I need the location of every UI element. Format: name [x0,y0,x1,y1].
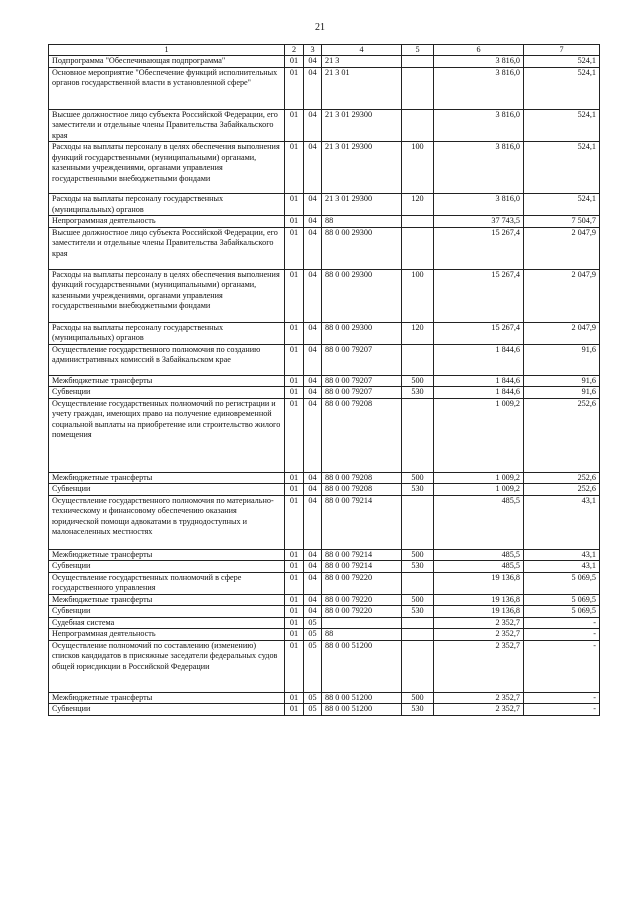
cell-sum2: - [524,704,600,716]
cell-csr: 21 3 01 [322,67,402,109]
table-row [49,549,600,561]
cell-sum2: - [524,640,600,692]
cell-rz: 01 [285,142,304,194]
cell-vr [402,617,434,629]
cell-sum2: 5 069,5 [524,572,600,594]
cell-rz: 01 [285,227,304,269]
cell-rz: 01 [285,606,304,618]
cell-sum2: 252,6 [524,472,600,484]
cell-pr: 04 [304,495,322,549]
cell-name: Межбюджетные трансферты [49,549,285,561]
table-row [49,472,600,484]
cell-csr [322,617,402,629]
cell-sum2: 2 047,9 [524,269,600,322]
cell-name: Расходы на выплаты персоналу в целях обеспечения выполнения функций государственными (муниципальными) органами, казенными учреждениями, органами управления государственными внебюджетными фондами [49,269,285,322]
table-row [49,194,600,216]
cell-rz: 01 [285,572,304,594]
cell-csr: 21 3 [322,56,402,68]
cell-pr: 04 [304,269,322,322]
column-header: 3 [304,45,322,56]
cell-rz: 01 [285,549,304,561]
cell-pr: 04 [304,387,322,399]
cell-sum1: 485,5 [434,495,524,549]
cell-sum2: 524,1 [524,142,600,194]
cell-sum2: 5 069,5 [524,594,600,606]
cell-sum1: 485,5 [434,561,524,573]
column-header: 7 [524,45,600,56]
table-row [49,216,600,228]
cell-pr: 04 [304,561,322,573]
cell-sum1: 2 352,7 [434,629,524,641]
cell-name: Расходы на выплаты персоналу в целях обеспечения выполнения функций государственными (муниципальными) органами, казенными учреждениями, органами управления государственными внебюджетными фондами [49,142,285,194]
cell-name: Расходы на выплаты персоналу государственных (муниципальных) органов [49,322,285,344]
table-row [49,629,600,641]
cell-vr [402,56,434,68]
cell-vr: 530 [402,387,434,399]
table-row [49,322,600,344]
cell-sum1: 19 136,8 [434,606,524,618]
cell-pr: 04 [304,142,322,194]
cell-sum2: 7 504,7 [524,216,600,228]
cell-name: Субвенции [49,704,285,716]
cell-vr [402,495,434,549]
cell-vr [402,640,434,692]
cell-pr: 04 [304,322,322,344]
cell-csr: 88 0 00 79214 [322,495,402,549]
cell-rz: 01 [285,640,304,692]
cell-name: Межбюджетные трансферты [49,692,285,704]
cell-pr: 04 [304,56,322,68]
cell-vr: 530 [402,484,434,496]
cell-sum1: 19 136,8 [434,594,524,606]
cell-csr: 88 0 00 79220 [322,572,402,594]
table-row [49,617,600,629]
cell-rz: 01 [285,109,304,142]
cell-sum2: 524,1 [524,194,600,216]
cell-sum1: 2 352,7 [434,704,524,716]
cell-csr: 88 0 00 79207 [322,387,402,399]
cell-csr: 88 [322,629,402,641]
cell-sum2: 91,6 [524,344,600,375]
table-row [49,640,600,692]
cell-pr: 04 [304,398,322,472]
cell-name: Высшее должностное лицо субъекта Российской Федерации, его заместители и отдельные члены Правительства Забайкальского края [49,227,285,269]
cell-vr [402,572,434,594]
table-row [49,142,600,194]
cell-pr: 05 [304,692,322,704]
cell-rz: 01 [285,398,304,472]
cell-rz: 01 [285,375,304,387]
cell-sum1: 15 267,4 [434,227,524,269]
cell-pr: 04 [304,194,322,216]
cell-pr: 04 [304,109,322,142]
cell-sum1: 3 816,0 [434,67,524,109]
cell-sum2: 2 047,9 [524,227,600,269]
table-row [49,594,600,606]
cell-csr: 21 3 01 29300 [322,194,402,216]
cell-csr: 88 0 00 29300 [322,227,402,269]
cell-sum1: 3 816,0 [434,109,524,142]
cell-name: Осуществление полномочий по составлению (изменению) списков кандидатов в присяжные заседатели федеральных судов общей юрисдикции в Российской Федерации [49,640,285,692]
page-number: 21 [315,22,325,33]
cell-name: Субвенции [49,606,285,618]
cell-csr: 88 0 00 79208 [322,484,402,496]
cell-sum1: 2 352,7 [434,692,524,704]
cell-sum2: 43,1 [524,549,600,561]
cell-name: Межбюджетные трансферты [49,472,285,484]
cell-vr: 120 [402,322,434,344]
cell-vr [402,398,434,472]
cell-csr: 88 0 00 29300 [322,322,402,344]
cell-name: Субвенции [49,484,285,496]
cell-sum2: 524,1 [524,109,600,142]
table-row [49,561,600,573]
cell-sum2: 91,6 [524,375,600,387]
cell-pr: 04 [304,375,322,387]
cell-vr: 530 [402,561,434,573]
table-row [49,398,600,472]
cell-csr: 88 0 00 29300 [322,269,402,322]
table-row [49,375,600,387]
cell-vr [402,227,434,269]
cell-csr: 88 [322,216,402,228]
cell-name: Высшее должностное лицо субъекта Российской Федерации, его заместители и отдельные члены Правительства Забайкальского края [49,109,285,142]
budget-table [48,44,600,716]
cell-csr: 21 3 01 29300 [322,142,402,194]
cell-sum2: - [524,629,600,641]
cell-rz: 01 [285,269,304,322]
table-row [49,387,600,399]
cell-pr: 04 [304,594,322,606]
cell-vr: 500 [402,472,434,484]
cell-csr: 88 0 00 51200 [322,692,402,704]
cell-sum2: 2 047,9 [524,322,600,344]
cell-sum2: 252,6 [524,484,600,496]
cell-pr: 05 [304,640,322,692]
cell-vr [402,109,434,142]
cell-sum2: 524,1 [524,56,600,68]
cell-rz: 01 [285,216,304,228]
cell-sum1: 3 816,0 [434,56,524,68]
cell-sum1: 1 009,2 [434,398,524,472]
cell-name: Расходы на выплаты персоналу государственных (муниципальных) органов [49,194,285,216]
cell-sum2: - [524,692,600,704]
column-header: 4 [322,45,402,56]
cell-name: Субвенции [49,387,285,399]
table-row [49,692,600,704]
cell-vr: 500 [402,692,434,704]
column-header: 5 [402,45,434,56]
cell-pr: 04 [304,344,322,375]
cell-sum1: 3 816,0 [434,142,524,194]
cell-csr: 88 0 00 79220 [322,594,402,606]
cell-pr: 05 [304,617,322,629]
cell-name: Межбюджетные трансферты [49,375,285,387]
cell-csr: 88 0 00 51200 [322,640,402,692]
cell-sum1: 1 844,6 [434,375,524,387]
cell-pr: 04 [304,472,322,484]
cell-rz: 01 [285,56,304,68]
cell-name: Непрограммная деятельность [49,216,285,228]
cell-rz: 01 [285,692,304,704]
cell-csr: 88 0 00 79207 [322,375,402,387]
cell-pr: 04 [304,549,322,561]
cell-rz: 01 [285,594,304,606]
cell-csr: 88 0 00 79214 [322,549,402,561]
table-row [49,109,600,142]
cell-rz: 01 [285,561,304,573]
cell-name: Судебная система [49,617,285,629]
cell-csr: 88 0 00 79208 [322,398,402,472]
cell-name: Основное мероприятие "Обеспечение функций исполнительных органов государственной власти в установленной сфере" [49,67,285,109]
cell-name: Осуществление государственного полномочия по созданию административных комиссий в Забайкальском крае [49,344,285,375]
cell-rz: 01 [285,495,304,549]
cell-vr: 530 [402,606,434,618]
table-row [49,572,600,594]
column-header: 2 [285,45,304,56]
cell-pr: 04 [304,67,322,109]
cell-sum1: 15 267,4 [434,322,524,344]
cell-pr: 04 [304,484,322,496]
table-body [49,56,600,716]
cell-csr: 88 0 00 51200 [322,704,402,716]
cell-sum2: 252,6 [524,398,600,472]
cell-rz: 01 [285,617,304,629]
cell-name: Подпрограмма "Обеспечивающая подпрограмма" [49,56,285,68]
table-row [49,344,600,375]
cell-sum1: 1 009,2 [434,484,524,496]
cell-rz: 01 [285,629,304,641]
cell-vr: 500 [402,594,434,606]
cell-sum2: 91,6 [524,387,600,399]
cell-vr [402,629,434,641]
table-header-row [49,45,600,56]
cell-rz: 01 [285,387,304,399]
cell-sum2: 524,1 [524,67,600,109]
cell-sum1: 37 743,5 [434,216,524,228]
cell-csr: 21 3 01 29300 [322,109,402,142]
cell-vr: 120 [402,194,434,216]
cell-sum2: - [524,617,600,629]
cell-sum1: 1 009,2 [434,472,524,484]
cell-rz: 01 [285,344,304,375]
cell-rz: 01 [285,322,304,344]
cell-rz: 01 [285,194,304,216]
table-row [49,484,600,496]
table-row [49,704,600,716]
cell-pr: 04 [304,216,322,228]
cell-sum2: 43,1 [524,561,600,573]
cell-name: Осуществление государственных полномочий в сфере государственного управления [49,572,285,594]
cell-name: Осуществление государственного полномочия по материально-техническому и финансовому обеспечению оказания юридической помощи адвокатами в труднодоступных и малонаселенных местностях [49,495,285,549]
cell-vr: 500 [402,549,434,561]
table-row [49,495,600,549]
table-row [49,67,600,109]
cell-csr: 88 0 00 79220 [322,606,402,618]
cell-vr [402,216,434,228]
cell-sum1: 15 267,4 [434,269,524,322]
cell-vr: 100 [402,142,434,194]
cell-sum1: 19 136,8 [434,572,524,594]
cell-sum2: 5 069,5 [524,606,600,618]
cell-csr: 88 0 00 79208 [322,472,402,484]
table-row [49,56,600,68]
cell-name: Субвенции [49,561,285,573]
cell-vr: 500 [402,375,434,387]
table-row [49,227,600,269]
table-row [49,606,600,618]
table-row [49,269,600,322]
cell-sum1: 1 844,6 [434,344,524,375]
cell-csr: 88 0 00 79207 [322,344,402,375]
cell-name: Межбюджетные трансферты [49,594,285,606]
cell-csr: 88 0 00 79214 [322,561,402,573]
cell-pr: 04 [304,227,322,269]
cell-vr: 530 [402,704,434,716]
cell-sum1: 2 352,7 [434,617,524,629]
cell-pr: 05 [304,629,322,641]
cell-pr: 04 [304,606,322,618]
column-header: 1 [49,45,285,56]
cell-sum2: 43,1 [524,495,600,549]
cell-name: Осуществление государственных полномочий по регистрации и учету граждан, имеющих право на получение единовременной социальной выплаты на приобретение или строительство жилого помещения [49,398,285,472]
cell-name: Непрограммная деятельность [49,629,285,641]
cell-rz: 01 [285,484,304,496]
column-header: 6 [434,45,524,56]
cell-vr [402,67,434,109]
cell-rz: 01 [285,67,304,109]
cell-sum1: 3 816,0 [434,194,524,216]
cell-pr: 05 [304,704,322,716]
cell-vr [402,344,434,375]
cell-sum1: 1 844,6 [434,387,524,399]
cell-rz: 01 [285,704,304,716]
cell-vr: 100 [402,269,434,322]
cell-sum1: 2 352,7 [434,640,524,692]
cell-rz: 01 [285,472,304,484]
cell-pr: 04 [304,572,322,594]
cell-sum1: 485,5 [434,549,524,561]
